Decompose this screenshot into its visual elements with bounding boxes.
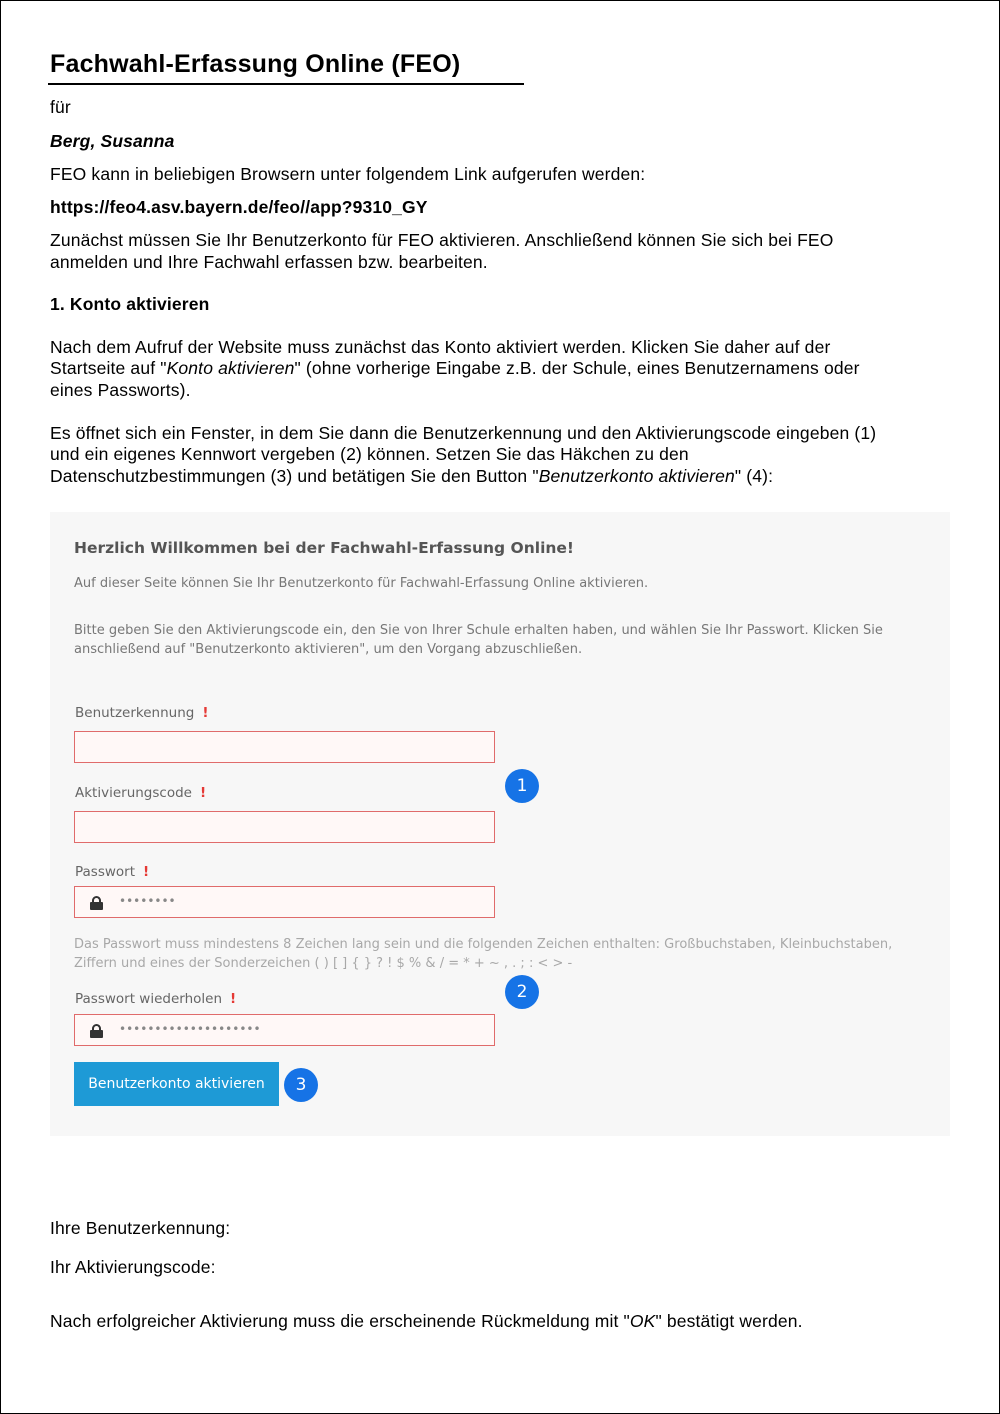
label-text: Aktivierungscode (75, 785, 192, 801)
aktivierungscode-input[interactable] (74, 811, 495, 843)
password-hint-line2: Ziffern und eines der Sonderzeichen ( ) [ ] { } ? ! $ % & / = * + ~ , . ; : < > - (74, 956, 573, 971)
passwort-wiederholen-input[interactable] (74, 1014, 495, 1046)
lock-icon (90, 1024, 103, 1037)
activate-intro-line1: Zunächst müssen Sie Ihr Benutzerkonto für FEO aktivieren. Anschließend können Sie sich bei FEO (50, 230, 834, 250)
instructions-line2: anschließend auf "Benutzerkonto aktivieren", um den Vorgang abzuschließen. (74, 642, 583, 657)
passwort-label (75, 864, 149, 880)
activate-intro-line2: anmelden und Ihre Fachwahl erfassen bzw. bearbeiten. (50, 252, 488, 272)
paragraph1-line2 (50, 358, 860, 380)
password-dots: •••••••• (119, 894, 176, 908)
text-span: Datenschutzbestimmungen (3) und betätigen Sie den Button " (50, 466, 539, 486)
benutzerkennung-line: Ihre Benutzerkennung: (50, 1218, 231, 1238)
text-span: Startseite auf " (50, 358, 167, 378)
text-span: " (4): (734, 466, 774, 486)
required-mark: ! (143, 864, 150, 880)
badge-2: 2 (505, 975, 539, 1009)
passwort-wiederholen-label (75, 991, 236, 1007)
text-span: Nach erfolgreicher Aktivierung muss die erscheinende Rückmeldung mit " (50, 1311, 630, 1331)
paragraph2-line2: und ein eigenes Kennwort vergeben (2) können. Setzen Sie das Häkchen zu den (50, 444, 689, 464)
benutzerkennung-label (75, 705, 209, 721)
section-heading: 1. Konto aktivieren (50, 294, 210, 314)
italic-term: Benutzerkonto aktivieren (538, 466, 735, 486)
title-underline (48, 83, 524, 85)
label-text: Passwort wiederholen (75, 991, 223, 1007)
paragraph1-line3: eines Passworts). (50, 380, 191, 400)
required-mark: ! (199, 785, 207, 801)
paragraph2-line3 (50, 466, 773, 488)
lock-icon (90, 896, 103, 909)
document-title: Fachwahl-Erfassung Online (FEO) (50, 50, 461, 78)
label-text: Passwort (75, 864, 136, 880)
italic-term: OK (629, 1311, 656, 1331)
welcome-heading: Herzlich Willkommen bei der Fachwahl-Erfassung Online! (74, 539, 575, 557)
for-text: für (50, 97, 71, 117)
instructions-line1: Bitte geben Sie den Aktivierungscode ein, den Sie von Ihrer Schule erhalten haben, und wählen Sie Ihr Passwort. Klicken Sie (74, 623, 883, 638)
feo-link[interactable]: https://feo4.asv.bayern.de/feo//app?9310_GY (50, 197, 428, 217)
recipient-name: Berg, Susanna (50, 131, 175, 151)
closing-text (50, 1311, 803, 1333)
welcome-subtitle: Auf dieser Seite können Sie Ihr Benutzerkonto für Fachwahl-Erfassung Online aktivieren. (74, 576, 649, 591)
text-span: " (ohne vorherige Eingabe z.B. der Schule, eines Benutzernamens oder (294, 358, 860, 378)
badge-1: 1 (505, 769, 539, 803)
required-mark: ! (202, 705, 209, 721)
required-mark: ! (230, 991, 237, 1007)
label-text: Benutzerkennung (75, 705, 195, 721)
password-dots: •••••••••••••••••••• (119, 1022, 261, 1036)
browser-intro: FEO kann in beliebigen Browsern unter folgendem Link aufgerufen werden: (50, 164, 646, 184)
paragraph1-line1: Nach dem Aufruf der Website muss zunächst das Konto aktiviert werden. Klicken Sie daher auf der (50, 337, 831, 357)
italic-term: Konto aktivieren (166, 358, 295, 378)
password-hint-line1: Das Passwort muss mindestens 8 Zeichen lang sein und die folgenden Zeichen enthalten: Großbuchstaben, Kleinbuchstaben, (74, 937, 893, 952)
benutzerkennung-input[interactable] (74, 731, 495, 763)
badge-3: 3 (284, 1068, 318, 1102)
aktivierungscode-line: Ihr Aktivierungscode: (50, 1257, 216, 1277)
text-span: " bestätigt werden. (655, 1311, 803, 1331)
aktivierungscode-label (75, 785, 206, 801)
paragraph2-line1: Es öffnet sich ein Fenster, in dem Sie dann die Benutzerkennung und den Aktivierungscode eingeben (1) (50, 423, 877, 443)
activate-account-button[interactable]: Benutzerkonto aktivieren (74, 1062, 279, 1106)
activation-screenshot (50, 512, 950, 1136)
passwort-input[interactable] (74, 886, 495, 918)
